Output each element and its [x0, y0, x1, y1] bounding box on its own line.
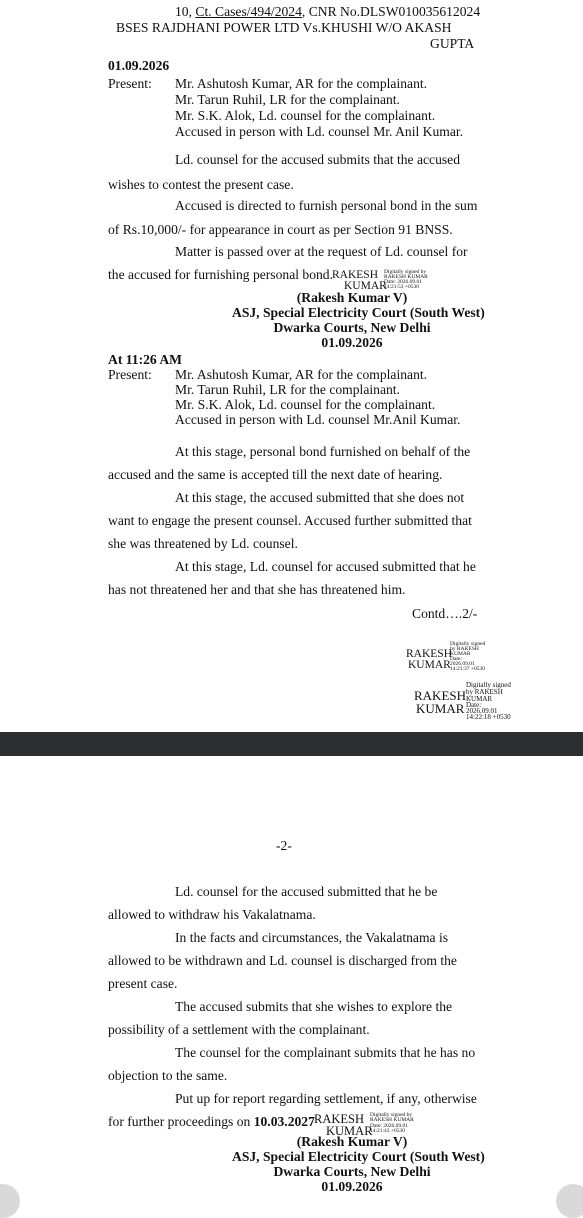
paragraph-line	[108, 1114, 315, 1130]
present-line: Mr. Tarun Ruhil, LR for the complainant.	[175, 382, 400, 397]
paragraph-line: she was threatened by Ld. counsel.	[108, 536, 298, 551]
corner-overlay	[0, 1184, 20, 1218]
paragraph-line: of Rs.10,000/- for appearance in court as per Section 91 BNSS.	[108, 222, 453, 237]
signature-meta: 2026.09.01	[466, 707, 498, 715]
signature-name: RAKESH	[406, 648, 453, 660]
judge-name: (Rakesh Kumar V)	[296, 1134, 408, 1149]
present-line: Accused in person with Ld. counsel Mr.Anil Kumar.	[175, 412, 461, 427]
case-title-continued: GUPTA	[430, 36, 475, 51]
signature-meta: Digitally signed by	[370, 1112, 413, 1118]
paragraph-line: present case.	[108, 976, 178, 991]
next-hearing-date: 10.03.2027	[253, 1114, 315, 1129]
paragraph-line: Ld. counsel for the accused submits that the accused	[175, 152, 460, 167]
paragraph-line: want to engage the present counsel. Accused further submitted that	[108, 513, 472, 528]
digital-signature	[414, 682, 534, 722]
case-number-prefix: 10,	[175, 4, 196, 19]
paragraph-line: In the facts and circumstances, the Vakalatnama is	[175, 930, 449, 945]
paragraph-line: At this stage, Ld. counsel for accused submitted that he	[175, 559, 476, 574]
signature-name: RAKESH	[414, 688, 467, 703]
signature-meta: Date:	[466, 701, 482, 709]
judge-name: (Rakesh Kumar V)	[296, 290, 408, 305]
signature-meta: RAKESH KUMAR	[384, 274, 428, 280]
document-page-2	[0, 756, 583, 1200]
paragraph-line: the accused for furnishing personal bond.	[108, 267, 333, 282]
signature-meta: by RAKESH	[450, 646, 479, 652]
judge-court: ASJ, Special Electricity Court (South West)	[232, 1149, 485, 1164]
signature-meta: KUMAR	[450, 651, 471, 657]
signature-name: KUMAR	[408, 659, 451, 671]
signature-name: KUMAR	[326, 1124, 373, 1138]
case-title: BSES RAJDHANI POWER LTD Vs.KHUSHI W/O AKASH	[116, 20, 452, 35]
present-label: Present:	[108, 76, 152, 91]
signature-meta: 14:21:37 +0530	[450, 666, 486, 672]
paragraph-line: possibility of a settlement with the complainant.	[108, 1022, 370, 1037]
signature-name: KUMAR	[416, 701, 465, 716]
digital-signature	[332, 270, 432, 292]
paragraph-line: At this stage, the accused submitted that she does not	[175, 490, 465, 505]
signature-meta: Digitally signed	[450, 641, 486, 647]
signature-name: KUMAR	[344, 280, 387, 292]
paragraph-line: Put up for report regarding settlement, if any, otherwise	[175, 1091, 477, 1106]
signature-meta: KUMAR	[466, 695, 493, 703]
signature-meta: 14:21:53 +0530	[384, 284, 420, 290]
signature-meta: 2026.09.01	[450, 661, 475, 667]
signature-meta: 14:21:43 +0530	[370, 1128, 406, 1134]
present-line: Mr. S.K. Alok, Ld. counsel for the complainant.	[175, 397, 436, 412]
present-line: Mr. S.K. Alok, Ld. counsel for the complainant.	[175, 108, 436, 123]
digital-signature	[406, 642, 516, 676]
signature-meta: Date: 2026.09.01	[370, 1123, 409, 1129]
paragraph-line: The counsel for the complainant submits that he has no	[175, 1045, 476, 1060]
judge-place: Dwarka Courts, New Delhi	[273, 1164, 431, 1179]
case-number-link[interactable]: Ct. Cases/494/2024	[195, 4, 302, 19]
signature-meta: Digitally signed	[466, 681, 511, 689]
signature-meta: RAKESH KUMAR	[370, 1117, 414, 1123]
judge-court: ASJ, Special Electricity Court (South West)	[232, 305, 485, 320]
page-separator	[0, 732, 583, 756]
present-line: Mr. Ashutosh Kumar, AR for the complainant.	[175, 367, 428, 382]
present-line: Mr. Tarun Ruhil, LR for the complainant.	[175, 92, 400, 107]
cnr-number: , CNR No.DLSW010035612024	[301, 4, 481, 19]
judge-date: 01.09.2026	[321, 1179, 383, 1194]
page-number: -2-	[276, 838, 292, 853]
paragraph-line: objection to the same.	[108, 1068, 228, 1083]
signature-name: RAKESH	[332, 269, 379, 281]
case-header-line-1	[175, 4, 480, 20]
signature-meta: Digitally signed by	[384, 269, 427, 275]
present-line: Accused in person with Ld. counsel Mr. Anil Kumar.	[175, 124, 464, 139]
signature-name: RAKESH	[314, 1112, 365, 1126]
paragraph-line: wishes to contest the present case.	[108, 177, 294, 192]
order-date: 01.09.2026	[108, 58, 170, 73]
paragraph-line: Matter is passed over at the request of Ld. counsel for	[175, 244, 468, 259]
paragraph-line: allowed to withdraw his Vakalatnama.	[108, 907, 316, 922]
continued-note: Contd….2/-	[412, 606, 478, 621]
signature-meta: 14:22:18 +0530	[466, 713, 511, 721]
paragraph-line: Ld. counsel for the accused submitted that he be	[175, 884, 438, 899]
paragraph-line: At this stage, personal bond furnished on behalf of the	[175, 444, 471, 459]
judge-date: 01.09.2026	[321, 335, 383, 350]
paragraph-text: for further proceedings on	[108, 1114, 254, 1129]
paragraph-line: The accused submits that she wishes to explore the	[175, 999, 453, 1014]
judge-place: Dwarka Courts, New Delhi	[273, 320, 431, 335]
paragraph-line: has not threatened her and that she has threatened him.	[108, 582, 406, 597]
signature-meta: Date:	[450, 656, 462, 662]
present-label: Present:	[108, 367, 152, 382]
signature-meta: by RAKESH	[466, 688, 503, 696]
present-line: Mr. Ashutosh Kumar, AR for the complainant.	[175, 76, 428, 91]
order-time: At 11:26 AM	[108, 352, 183, 367]
paragraph-line: allowed to be withdrawn and Ld. counsel is discharged from the	[108, 953, 457, 968]
paragraph-line: accused and the same is accepted till the next date of hearing.	[108, 467, 443, 482]
corner-overlay	[556, 1184, 583, 1218]
paragraph-line: Accused is directed to furnish personal bond in the sum	[175, 198, 478, 213]
signature-meta: Date: 2026.09.01	[384, 279, 423, 285]
